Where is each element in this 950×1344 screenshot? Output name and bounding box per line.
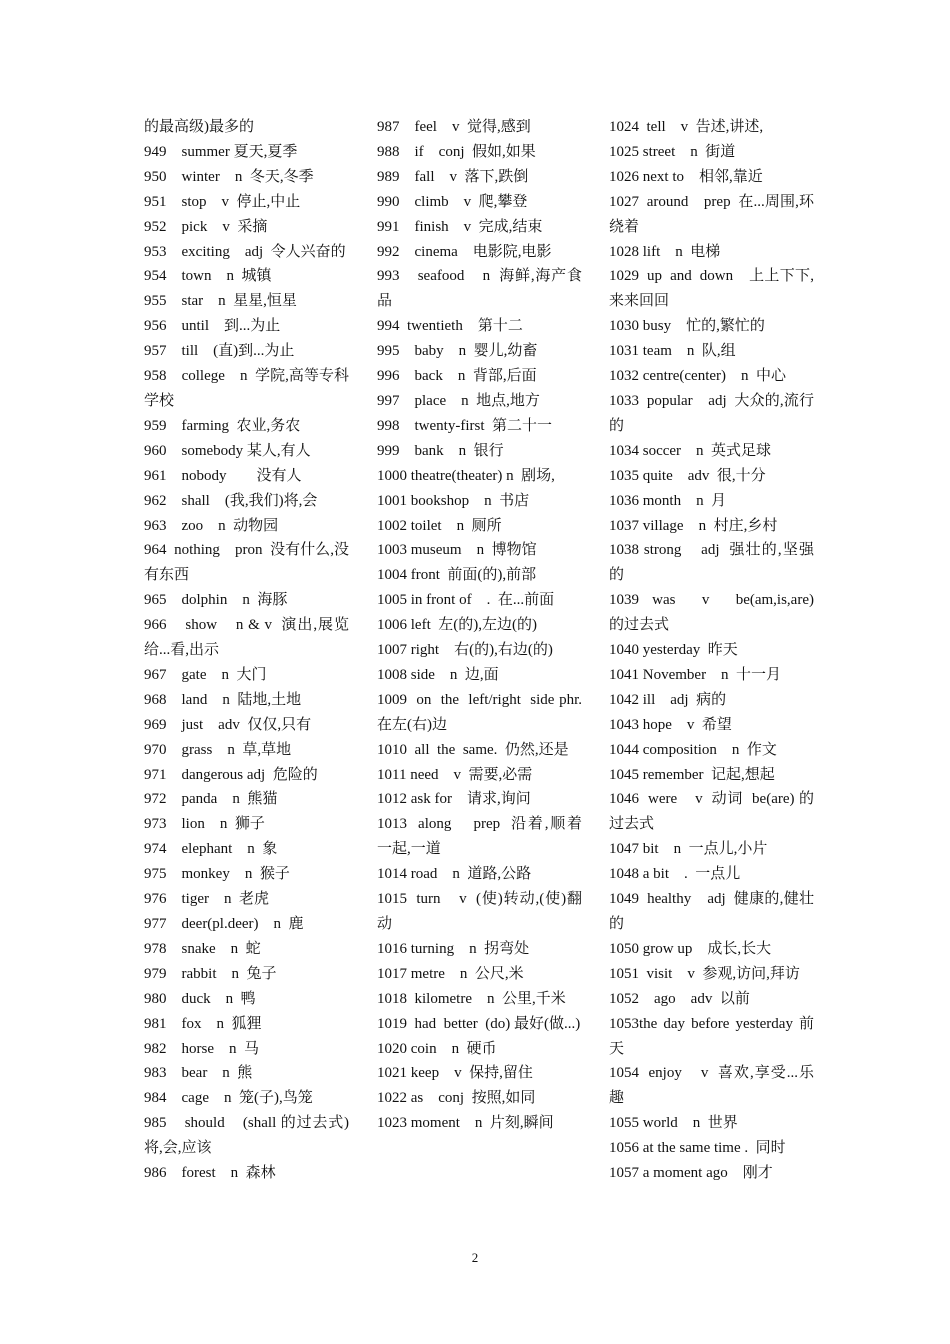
vocab-entry: 971 dangerous adj 危险的	[144, 766, 318, 783]
vocab-entry: 1020 coin n 硬币	[377, 1040, 497, 1057]
vocab-entry: 1013 along prep 沿着,顺着 一起,一道	[377, 816, 605, 858]
vocab-entry: 997 place n 地点,地方	[377, 392, 540, 409]
vocab-entry: 978 snake n 蛇	[144, 940, 261, 957]
vocab-entry: 1025 street n 街道	[609, 143, 736, 160]
vocab-entry: 1027 around prep 在...周围,环绕着	[609, 193, 814, 235]
vocab-entry: 1051 visit v 参观,访问,拜访	[609, 965, 800, 982]
vocab-entry: 954 town n 城镇	[144, 268, 272, 285]
vocab-entry: 991 finish v 完成,结束	[377, 218, 543, 235]
vocab-entry: 980 duck n 鸭	[144, 990, 256, 1007]
vocab-entry: 964 nothing pron 没有什么,没有东西	[144, 542, 349, 584]
vocab-entry: 953 exciting adj 令人兴奋的	[144, 243, 346, 260]
vocab-entry: 949 summer 夏天,夏季	[144, 143, 298, 160]
vocab-entry: 1029 up and down 上上下下,来来回回	[609, 268, 814, 310]
vocab-entry: 1001 bookshop n 书店	[377, 492, 530, 509]
vocab-entry: 1008 side n 边,面	[377, 666, 499, 683]
vocab-entry: 975 monkey n 猴子	[144, 866, 290, 883]
vocab-entry: 979 rabbit n 兔子	[144, 965, 277, 982]
vocab-entry: 1035 quite adv 很,十分	[609, 467, 766, 484]
vocab-entry: 969 just adv 仅仅,只有	[144, 716, 312, 733]
vocab-entry: 1039 was v be(am,is,are) 的过去式	[609, 592, 852, 634]
vocab-entry: 986 forest n 森林	[144, 1165, 276, 1182]
vocab-entry: 973 lion n 狮子	[144, 816, 265, 833]
vocab-entry: 1011 need v 需要,必需	[377, 766, 533, 783]
vocab-entry: 972 panda n 熊猫	[144, 791, 278, 808]
vocab-entry: 1056 at the same time . 同时	[609, 1140, 786, 1157]
vocab-entry: 1023 moment n 片刻,瞬间	[377, 1115, 554, 1132]
vocab-entry: 961 nobody 没有人	[144, 467, 302, 484]
vocab-entry: 996 back n 背部,后面	[377, 368, 537, 385]
vocab-entry: 1003 museum n 博物馆	[377, 542, 537, 559]
vocab-entry: 984 cage n 笼(子),鸟笼	[144, 1090, 313, 1107]
vocab-entry: 1031 team n 队,组	[609, 343, 736, 360]
vocab-entry: 1012 ask for 请求,询问	[377, 791, 531, 808]
vocab-entry: 1032 centre(center) n 中心	[609, 368, 787, 385]
vocab-entry: 1055 world n 世界	[609, 1115, 738, 1132]
vocab-entry: 1030 busy 忙的,繁忙的	[609, 318, 765, 335]
vocab-entry: 963 zoo n 动物园	[144, 517, 279, 534]
vocab-entry: 952 pick v 采摘	[144, 218, 268, 235]
vocab-entry: 1046 were v 动词 be(are) 的过去式	[609, 791, 814, 833]
vocab-entry: 1017 metre n 公尺,米	[377, 965, 524, 982]
vocab-entry: 的最高级)最多的	[144, 119, 254, 135]
vocab-entry: 1016 turning n 拐弯处	[377, 940, 530, 957]
vocab-entry: 1033 popular adj 大众的,流行的	[609, 392, 814, 434]
vocab-entry: 1004 front 前面(的),前部	[377, 567, 537, 584]
vocab-entry: 1040 yesterday 昨天	[609, 642, 738, 659]
vocab-entry: 1034 soccer n 英式足球	[609, 442, 772, 459]
vocab-entry: 958 college n 学院,高等专科学校	[144, 368, 349, 409]
vocab-entry: 1019 had better (do) 最好(做...)	[377, 1015, 581, 1032]
vocab-entry: 1024 tell v 告述,讲述,	[609, 119, 764, 135]
vocab-entry: 1018 kilometre n 公里,千米	[377, 990, 566, 1007]
vocab-entry: 993 seafood n 海鲜,海产食品	[377, 268, 582, 310]
vocab-entry: 1050 grow up 成长,长大	[609, 940, 772, 957]
vocab-entry: 1052 ago adv 以前	[609, 990, 750, 1007]
vocab-entry: 1047 bit n 一点儿,小片	[609, 841, 768, 858]
vocab-entry: 957 till (直)到...为止	[144, 343, 295, 360]
vocab-entry: 968 land n 陆地,土地	[144, 691, 302, 708]
vocab-entry: 1044 composition n 作文	[609, 741, 777, 758]
page-number: 2	[471, 1250, 479, 1265]
vocab-entry: 982 horse n 马	[144, 1040, 259, 1057]
vocab-entry: 976 tiger n 老虎	[144, 891, 269, 908]
vocab-entry: 1043 hope v 希望	[609, 716, 732, 733]
vocab-entry: 1036 month n 月	[609, 492, 727, 509]
vocab-entry: 960 somebody 某人,有人	[144, 442, 311, 459]
vocab-entry: 1009 on the left/right side phr. 在左(右)边	[377, 691, 590, 733]
vocab-entry: 1006 left 左(的),左边(的)	[377, 617, 537, 634]
vocab-entry: 999 bank n 银行	[377, 442, 504, 459]
vocab-entry: 990 climb v 爬,攀登	[377, 193, 528, 210]
vocab-entry: 992 cinema 电影院,电影	[377, 243, 552, 260]
vocab-entry: 955 star n 星星,恒星	[144, 293, 297, 310]
vocab-entry: 974 elephant n 象	[144, 841, 278, 858]
vocab-entry: 1042 ill adj 病的	[609, 691, 727, 708]
vocab-entry: 1048 a bit . 一点儿	[609, 866, 741, 883]
vocab-entry: 994 twentieth 第十二	[377, 318, 523, 335]
vocab-entry: 1007 right 右(的),右边(的)	[377, 642, 553, 659]
vocab-entry: 1037 village n 村庄,乡村	[609, 517, 778, 534]
vocab-entry: 970 grass n 草,草地	[144, 741, 292, 758]
vocab-entry: 1038 strong adj 强壮的,坚强的	[609, 542, 814, 584]
vocab-entry: 983 bear n 熊	[144, 1065, 253, 1082]
vocab-entry: 1021 keep v 保持,留住	[377, 1065, 533, 1082]
vocab-entry: 989 fall v 落下,跌倒	[377, 168, 529, 185]
vocab-entry: 1000 theatre(theater) n 剧场,	[377, 467, 555, 484]
vocab-entry: 1054 enjoy v 喜欢,享受...乐趣	[609, 1065, 814, 1107]
vocab-entry: 1022 as conj 按照,如同	[377, 1090, 536, 1107]
vocab-entry: 1010 all the same. 仍然,还是	[377, 741, 569, 758]
vocab-entry: 1015 turn v (使)转动,(使)翻动	[377, 891, 582, 932]
vocab-entry: 985 should (shall 的过去式)将,会,应该	[144, 1115, 349, 1157]
vocab-entry: 995 baby n 婴儿,幼畜	[377, 343, 538, 360]
vocab-entry: 1002 toilet n 厕所	[377, 517, 502, 534]
vocab-entry: 988 if conj 假如,如果	[377, 143, 536, 160]
vocab-entry: 998 twenty-first 第二十一	[377, 417, 552, 434]
vocab-entry: 1005 in front of . 在...前面	[377, 592, 555, 609]
vocab-column-1	[144, 115, 364, 1186]
vocab-column-2	[377, 115, 605, 1136]
vocab-entry: 981 fox n 狐狸	[144, 1015, 262, 1032]
vocab-entry: 959 farming 农业,务农	[144, 417, 301, 434]
vocab-entry: 987 feel v 觉得,感到	[377, 119, 531, 135]
vocab-entry: 1028 lift n 电梯	[609, 243, 721, 260]
vocab-entry: 977 deer(pl.deer) n 鹿	[144, 916, 304, 932]
vocab-entry: 950 winter n 冬天,冬季	[144, 168, 314, 185]
vocab-entry: 1041 November n 十一月	[609, 666, 782, 683]
vocab-entry: 951 stop v 停止,中止	[144, 193, 301, 210]
vocab-entry: 1049 healthy adj 健康的,健壮的	[609, 891, 814, 932]
vocab-entry: 967 gate n 大门	[144, 666, 267, 683]
vocab-entry: 962 shall (我,我们)将,会	[144, 492, 318, 509]
vocab-entry: 1057 a moment ago 刚才	[609, 1165, 773, 1182]
vocab-column-3	[609, 115, 852, 1186]
vocab-entry: 1053the day before yesterday 前天	[609, 1015, 814, 1057]
vocab-entry: 956 until 到...为止	[144, 318, 281, 335]
vocab-entry: 1014 road n 道路,公路	[377, 866, 532, 883]
vocab-entry: 1045 remember 记起,想起	[609, 766, 775, 783]
vocab-entry: 966 show n & v 演出,展览 给...看,出示	[144, 617, 364, 659]
vocab-entry: 1026 next to 相邻,靠近	[609, 168, 763, 185]
vocab-entry: 965 dolphin n 海豚	[144, 592, 288, 609]
